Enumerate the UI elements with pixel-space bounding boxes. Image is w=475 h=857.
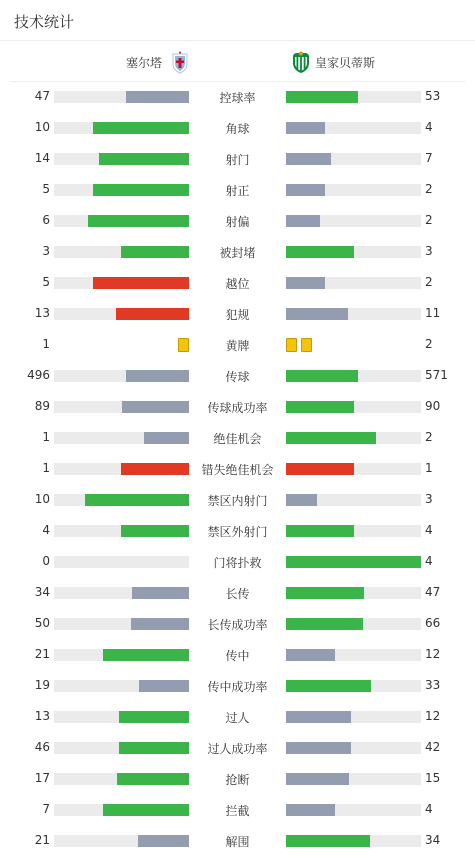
stat-row bbox=[0, 334, 475, 356]
stat-label: 黄牌 bbox=[225, 339, 250, 353]
home-bar-fill bbox=[131, 618, 189, 630]
home-bar-track bbox=[54, 153, 189, 165]
away-value: 33 bbox=[425, 678, 441, 692]
stat-row bbox=[0, 551, 475, 573]
away-bar-track bbox=[286, 804, 421, 816]
home-bar-track bbox=[54, 804, 189, 816]
yellow-card-icon bbox=[178, 338, 189, 352]
header bbox=[0, 0, 475, 41]
away-bar-track bbox=[286, 525, 421, 537]
stat-label: 解围 bbox=[225, 835, 250, 849]
away-bar-track bbox=[286, 246, 421, 258]
home-bar-fill bbox=[138, 835, 189, 847]
home-value: 5 bbox=[42, 275, 50, 289]
away-bar-track bbox=[286, 184, 421, 196]
betis-crest-icon bbox=[291, 50, 311, 74]
home-value: 1 bbox=[42, 430, 50, 444]
stat-row bbox=[0, 737, 475, 759]
home-bar-track bbox=[54, 680, 189, 692]
away-bar-fill bbox=[286, 649, 335, 661]
home-bar-fill bbox=[126, 370, 189, 382]
home-bar-fill bbox=[121, 463, 189, 475]
away-value: 3 bbox=[425, 492, 433, 506]
home-bar-track bbox=[54, 246, 189, 258]
away-bar-track bbox=[286, 215, 421, 227]
away-bar-fill bbox=[286, 122, 325, 134]
home-bar-fill bbox=[121, 525, 189, 537]
stat-row bbox=[0, 179, 475, 201]
away-bar-fill bbox=[286, 773, 349, 785]
away-value: 2 bbox=[425, 275, 433, 289]
stat-row bbox=[0, 799, 475, 821]
stat-row bbox=[0, 768, 475, 790]
away-bar-fill bbox=[286, 277, 325, 289]
home-bar-track bbox=[54, 91, 189, 103]
teams-header bbox=[10, 41, 465, 82]
home-bar-track bbox=[54, 587, 189, 599]
home-bar-track bbox=[54, 122, 189, 134]
stat-row bbox=[0, 830, 475, 852]
away-value: 3 bbox=[425, 244, 433, 258]
away-bar-track bbox=[286, 587, 421, 599]
away-bar-fill bbox=[286, 370, 358, 382]
away-value: 53 bbox=[425, 89, 441, 103]
stat-row bbox=[0, 272, 475, 294]
stat-label: 门将扑救 bbox=[213, 556, 262, 570]
away-value: 66 bbox=[425, 616, 441, 630]
yellow-card-icon bbox=[301, 338, 312, 352]
home-bar-track bbox=[54, 835, 189, 847]
home-bar-fill bbox=[132, 587, 189, 599]
away-bar-fill bbox=[286, 432, 376, 444]
home-bar-fill bbox=[99, 153, 189, 165]
away-bar-track bbox=[286, 742, 421, 754]
home-value: 4 bbox=[42, 523, 50, 537]
home-value: 0 bbox=[42, 554, 50, 568]
stat-label: 传球成功率 bbox=[207, 401, 268, 415]
away-value: 4 bbox=[425, 802, 433, 816]
home-value: 13 bbox=[34, 709, 50, 723]
stat-label: 拦截 bbox=[225, 804, 250, 818]
away-value: 11 bbox=[425, 306, 441, 320]
home-bar-track bbox=[54, 401, 189, 413]
stat-row bbox=[0, 241, 475, 263]
away-bar-fill bbox=[286, 246, 354, 258]
away-bar-fill bbox=[286, 804, 335, 816]
stat-row bbox=[0, 644, 475, 666]
stat-label: 禁区内射门 bbox=[207, 494, 268, 508]
home-bar-track bbox=[54, 432, 189, 444]
stat-label: 错失绝佳机会 bbox=[201, 463, 274, 477]
home-bar-track bbox=[54, 525, 189, 537]
away-value: 7 bbox=[425, 151, 433, 165]
home-bar-fill bbox=[103, 649, 189, 661]
home-bar-fill bbox=[139, 680, 189, 692]
home-value: 1 bbox=[42, 461, 50, 475]
home-bar-fill bbox=[85, 494, 189, 506]
away-value: 4 bbox=[425, 554, 433, 568]
home-bar-track bbox=[54, 463, 189, 475]
away-bar-fill bbox=[286, 401, 354, 413]
away-bar-track bbox=[286, 91, 421, 103]
away-value: 571 bbox=[425, 368, 448, 382]
home-bar-fill bbox=[122, 401, 189, 413]
home-yellow-cards bbox=[174, 338, 189, 352]
home-bar-fill bbox=[93, 277, 189, 289]
stat-label: 控球率 bbox=[219, 91, 256, 105]
away-bar-fill bbox=[286, 618, 363, 630]
away-value: 12 bbox=[425, 647, 441, 661]
stat-label: 传中 bbox=[225, 649, 250, 663]
stat-label: 禁区外射门 bbox=[207, 525, 268, 539]
home-bar-fill bbox=[126, 91, 189, 103]
stat-label: 过人 bbox=[225, 711, 250, 725]
away-value: 15 bbox=[425, 771, 441, 785]
away-bar-track bbox=[286, 153, 421, 165]
home-bar-track bbox=[54, 308, 189, 320]
celta-crest-icon bbox=[170, 50, 190, 74]
stat-label: 被封堵 bbox=[219, 246, 256, 260]
home-bar-track bbox=[54, 649, 189, 661]
home-value: 6 bbox=[42, 213, 50, 227]
away-bar-track bbox=[286, 711, 421, 723]
stat-row bbox=[0, 303, 475, 325]
home-value: 21 bbox=[34, 833, 50, 847]
home-value: 10 bbox=[34, 120, 50, 134]
away-bar-track bbox=[286, 556, 421, 568]
home-bar-track bbox=[54, 618, 189, 630]
stat-row bbox=[0, 706, 475, 728]
away-bar-fill bbox=[286, 153, 331, 165]
away-bar-track bbox=[286, 308, 421, 320]
away-bar-track bbox=[286, 680, 421, 692]
home-bar-fill bbox=[93, 184, 189, 196]
home-value: 7 bbox=[42, 802, 50, 816]
home-value: 50 bbox=[34, 616, 50, 630]
away-bar-track bbox=[286, 649, 421, 661]
away-yellow-cards bbox=[286, 338, 316, 352]
away-bar-track bbox=[286, 463, 421, 475]
home-value: 47 bbox=[34, 89, 50, 103]
away-value: 2 bbox=[425, 182, 433, 196]
home-value: 496 bbox=[27, 368, 50, 382]
home-bar-track bbox=[54, 742, 189, 754]
home-value: 5 bbox=[42, 182, 50, 196]
home-bar-fill bbox=[144, 432, 189, 444]
away-bar-fill bbox=[286, 587, 364, 599]
stat-row bbox=[0, 613, 475, 635]
away-bar-fill bbox=[286, 556, 421, 568]
away-bar-fill bbox=[286, 742, 351, 754]
home-bar-track bbox=[54, 711, 189, 723]
home-bar-fill bbox=[119, 711, 189, 723]
away-bar-track bbox=[286, 432, 421, 444]
home-bar-track bbox=[54, 494, 189, 506]
home-value: 3 bbox=[42, 244, 50, 258]
home-bar-track bbox=[54, 215, 189, 227]
stat-row bbox=[0, 210, 475, 232]
away-bar-fill bbox=[286, 308, 348, 320]
stat-row bbox=[0, 582, 475, 604]
away-value: 90 bbox=[425, 399, 441, 413]
away-team-name: 皇家贝蒂斯 bbox=[315, 55, 376, 70]
away-bar-fill bbox=[286, 215, 320, 227]
away-bar-fill bbox=[286, 680, 371, 692]
away-bar-track bbox=[286, 835, 421, 847]
away-bar-fill bbox=[286, 835, 370, 847]
away-bar-track bbox=[286, 401, 421, 413]
away-team bbox=[291, 50, 375, 74]
home-value: 1 bbox=[42, 337, 50, 351]
away-value: 42 bbox=[425, 740, 441, 754]
stat-label: 长传 bbox=[225, 587, 250, 601]
yellow-card-icon bbox=[286, 338, 297, 352]
stat-row bbox=[0, 489, 475, 511]
home-bar-fill bbox=[88, 215, 189, 227]
home-value: 46 bbox=[34, 740, 50, 754]
home-bar-fill bbox=[93, 122, 189, 134]
stat-row bbox=[0, 458, 475, 480]
home-value: 13 bbox=[34, 306, 50, 320]
stat-label: 越位 bbox=[225, 277, 250, 291]
home-value: 10 bbox=[34, 492, 50, 506]
away-bar-track bbox=[286, 122, 421, 134]
away-bar-track bbox=[286, 277, 421, 289]
away-value: 34 bbox=[425, 833, 441, 847]
stat-row bbox=[0, 427, 475, 449]
stat-row bbox=[0, 365, 475, 387]
home-value: 19 bbox=[34, 678, 50, 692]
away-value: 47 bbox=[425, 585, 441, 599]
home-bar-track bbox=[54, 773, 189, 785]
away-bar-fill bbox=[286, 463, 354, 475]
away-value: 4 bbox=[425, 523, 433, 537]
away-value: 2 bbox=[425, 430, 433, 444]
home-value: 14 bbox=[34, 151, 50, 165]
away-value: 12 bbox=[425, 709, 441, 723]
home-bar-fill bbox=[121, 246, 189, 258]
stat-label: 抢断 bbox=[225, 773, 250, 787]
stat-row bbox=[0, 520, 475, 542]
stat-label: 传球 bbox=[225, 370, 250, 384]
home-bar-track bbox=[54, 556, 189, 568]
away-value: 1 bbox=[425, 461, 433, 475]
home-bar-track bbox=[54, 184, 189, 196]
away-value: 4 bbox=[425, 120, 433, 134]
stat-row bbox=[0, 396, 475, 418]
stat-label: 长传成功率 bbox=[207, 618, 268, 632]
stat-label: 角球 bbox=[225, 122, 250, 136]
away-bar-track bbox=[286, 370, 421, 382]
away-bar-track bbox=[286, 618, 421, 630]
away-bar-fill bbox=[286, 525, 354, 537]
stat-row bbox=[0, 117, 475, 139]
home-bar-fill bbox=[119, 742, 189, 754]
home-value: 34 bbox=[34, 585, 50, 599]
home-team-name: 塞尔塔 bbox=[126, 55, 163, 70]
home-bar-fill bbox=[117, 773, 189, 785]
home-bar-fill bbox=[116, 308, 189, 320]
page-title: 技术统计 bbox=[14, 13, 75, 31]
home-value: 17 bbox=[34, 771, 50, 785]
home-bar-fill bbox=[103, 804, 189, 816]
home-bar-track bbox=[54, 370, 189, 382]
home-value: 21 bbox=[34, 647, 50, 661]
away-value: 2 bbox=[425, 337, 433, 351]
stat-label: 过人成功率 bbox=[207, 742, 268, 756]
away-bar-fill bbox=[286, 91, 358, 103]
away-bar-fill bbox=[286, 184, 325, 196]
stat-label: 射偏 bbox=[225, 215, 250, 229]
stat-label: 射门 bbox=[225, 153, 250, 167]
away-value: 2 bbox=[425, 213, 433, 227]
stat-row bbox=[0, 148, 475, 170]
away-bar-track bbox=[286, 773, 421, 785]
stat-label: 传中成功率 bbox=[207, 680, 268, 694]
away-bar-fill bbox=[286, 494, 317, 506]
stat-label: 犯规 bbox=[225, 308, 250, 322]
stat-row bbox=[0, 86, 475, 108]
home-value: 89 bbox=[34, 399, 50, 413]
stat-label: 射正 bbox=[225, 184, 250, 198]
home-bar-track bbox=[54, 277, 189, 289]
stat-label: 绝佳机会 bbox=[213, 432, 262, 446]
away-bar-fill bbox=[286, 711, 351, 723]
away-bar-track bbox=[286, 494, 421, 506]
home-team bbox=[126, 50, 190, 74]
stat-row bbox=[0, 675, 475, 697]
